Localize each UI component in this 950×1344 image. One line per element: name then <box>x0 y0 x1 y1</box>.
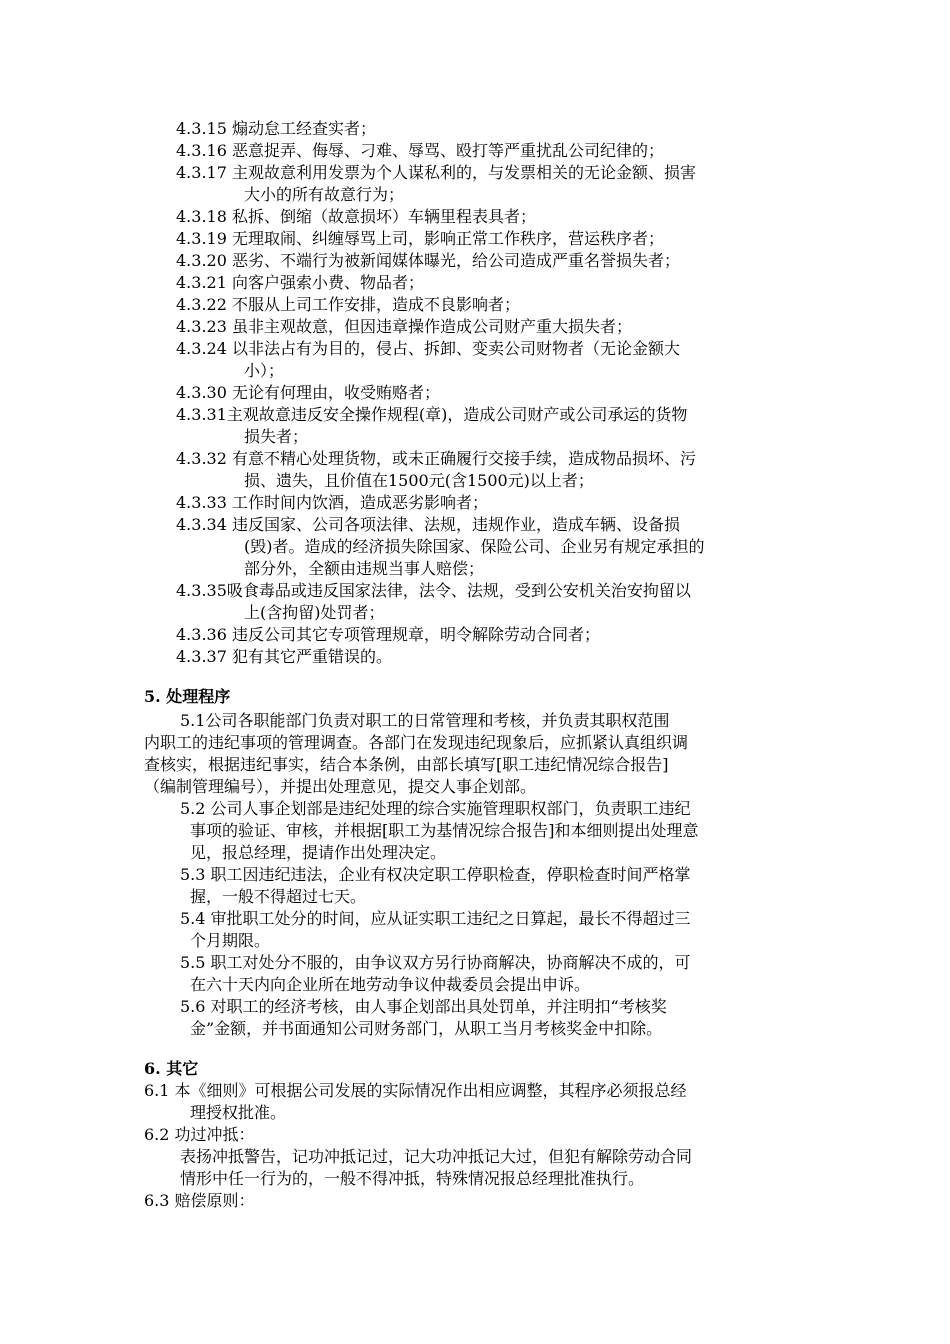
item-4-3-17-cont: 大小的所有故意行为； <box>244 185 405 204</box>
para-5-5-line1: 5.5 职工对处分不服的，由争议双方另行协商解决，协商解决不成的，可 <box>180 953 691 972</box>
para-5-3-line1: 5.3 职工因违纪违法，企业有权决定职工停职检查，停职检查时间严格掌 <box>180 865 691 884</box>
para-6-2-line2: 表扬冲抵警告，记功冲抵记过，记大功冲抵记大过，但犯有解除劳动合同 <box>180 1147 693 1166</box>
item-4-3-17: 4.3.17 主观故意利用发票为个人谋私利的，与发票相关的无论金额、损害 <box>176 163 696 182</box>
para-5-2-line2: 事项的验证、审核，并根据[职工为基情况综合报告]和本细则提出处理意 <box>190 821 699 840</box>
section-5-heading: 5. 处理程序 <box>144 687 231 706</box>
para-5-1-line2: 内职工的违纪事项的管理调查。各部门在发现违纪现象后，应抓紧认真组织调 <box>144 733 689 752</box>
para-5-1-line4: （编制管理编号），并提出处理意见，提交人事企划部。 <box>144 777 537 796</box>
item-4-3-32: 4.3.32 有意不精心处理货物，或未正确履行交接手续，造成物品损坏、污 <box>176 449 696 468</box>
item-4-3-16: 4.3.16 恶意捉弄、侮辱、刁难、辱骂、殴打等严重扰乱公司纪律的； <box>176 141 664 160</box>
para-5-3-line2: 握，一般不得超过七天。 <box>190 887 367 906</box>
para-6-1-line1: 6.1 本《细则》可根据公司发展的实际情况作出相应调整，其程序必须报总经 <box>144 1081 687 1100</box>
item-4-3-30: 4.3.30 无论有何理由，收受贿赂者； <box>176 383 440 402</box>
item-4-3-15: 4.3.15 煽动怠工经查实者； <box>176 119 376 138</box>
item-4-3-35: 4.3.35吸食毒品或违反国家法律，法令、法规，受到公安机关治安拘留以 <box>176 581 691 600</box>
item-4-3-37: 4.3.37 犯有其它严重错误的。 <box>176 647 392 666</box>
para-6-2-line1: 6.2 功过冲抵： <box>144 1125 255 1144</box>
item-4-3-32-cont: 损、遗失，且价值在1500元(含1500元)以上者； <box>244 471 594 490</box>
item-4-3-19: 4.3.19 无理取闹、纠缠辱骂上司，影响正常工作秩序，营运秩序者； <box>176 229 664 248</box>
item-4-3-31: 4.3.31主观故意违反安全操作规程(章)，造成公司财产或公司承运的货物 <box>176 405 688 424</box>
item-4-3-22: 4.3.22 不服从上司工作安排，造成不良影响者； <box>176 295 520 314</box>
item-4-3-18: 4.3.18 私拆、倒缩（故意损坏）车辆里程表具者； <box>176 207 536 226</box>
para-5-2-line1: 5.2 公司人事企划部是违纪处理的综合实施管理职权部门，负责职工违纪 <box>180 799 691 818</box>
item-4-3-20: 4.3.20 恶劣、不端行为被新闻媒体曝光，给公司造成严重名誉损失者； <box>176 251 680 270</box>
para-5-2-line3: 见，报总经理，提请作出处理决定。 <box>190 843 447 862</box>
para-5-4-line1: 5.4 审批职工处分的时间，应从证实职工违纪之日算起，最长不得超过三 <box>180 909 691 928</box>
item-4-3-31-cont: 损失者； <box>244 427 309 446</box>
item-4-3-21: 4.3.21 向客户强索小费、物品者； <box>176 273 424 292</box>
section-6-heading: 6. 其它 <box>144 1059 199 1078</box>
para-5-5-line2: 在六十天内向企业所在地劳动争议仲裁委员会提出申诉。 <box>190 975 591 994</box>
para-6-3-line1: 6.3 赔偿原则： <box>144 1191 255 1210</box>
para-5-6-line2: 金”金额，并书面通知公司财务部门，从职工当月考核奖金中扣除。 <box>190 1019 663 1038</box>
para-5-1-line1: 5.1公司各职能部门负责对职工的日常管理和考核，并负责其职权范围 <box>180 711 670 730</box>
item-4-3-33: 4.3.33 工作时间内饮酒，造成恶劣影响者； <box>176 493 488 512</box>
para-6-2-line3: 情形中任一行为的，一般不得冲抵，特殊情况报总经理批准执行。 <box>180 1169 645 1188</box>
item-4-3-36: 4.3.36 违反公司其它专项管理规章，明令解除劳动合同者； <box>176 625 600 644</box>
para-5-6-line1: 5.6 对职工的经济考核，由人事企划部出具处罚单，并注明扣“考核奖 <box>180 997 667 1016</box>
item-4-3-34-cont: (毁)者。造成的经济损失除国家、保险公司、企业另有规定承担的 <box>244 537 705 556</box>
item-4-3-35-cont: 上(含拘留)处罚者； <box>244 603 385 622</box>
para-5-1-line3: 查核实，根据违纪事实，结合本条例，由部长填写[职工违纪情况综合报告] <box>144 755 669 774</box>
para-6-1-line2: 理授权批准。 <box>190 1103 287 1122</box>
item-4-3-34-cont2: 部分外，全额由违规当事人赔偿； <box>244 559 485 578</box>
para-5-4-line2: 个月期限。 <box>190 931 271 950</box>
item-4-3-34: 4.3.34 违反国家、公司各项法律、法规，违规作业，造成车辆、设备损 <box>176 515 680 534</box>
item-4-3-23: 4.3.23 虽非主观故意，但因违章操作造成公司财产重大损失者； <box>176 317 632 336</box>
item-4-3-24: 4.3.24 以非法占有为目的，侵占、拆卸、变卖公司财物者（无论金额大 <box>176 339 680 358</box>
item-4-3-24-cont: 小）； <box>244 361 285 380</box>
